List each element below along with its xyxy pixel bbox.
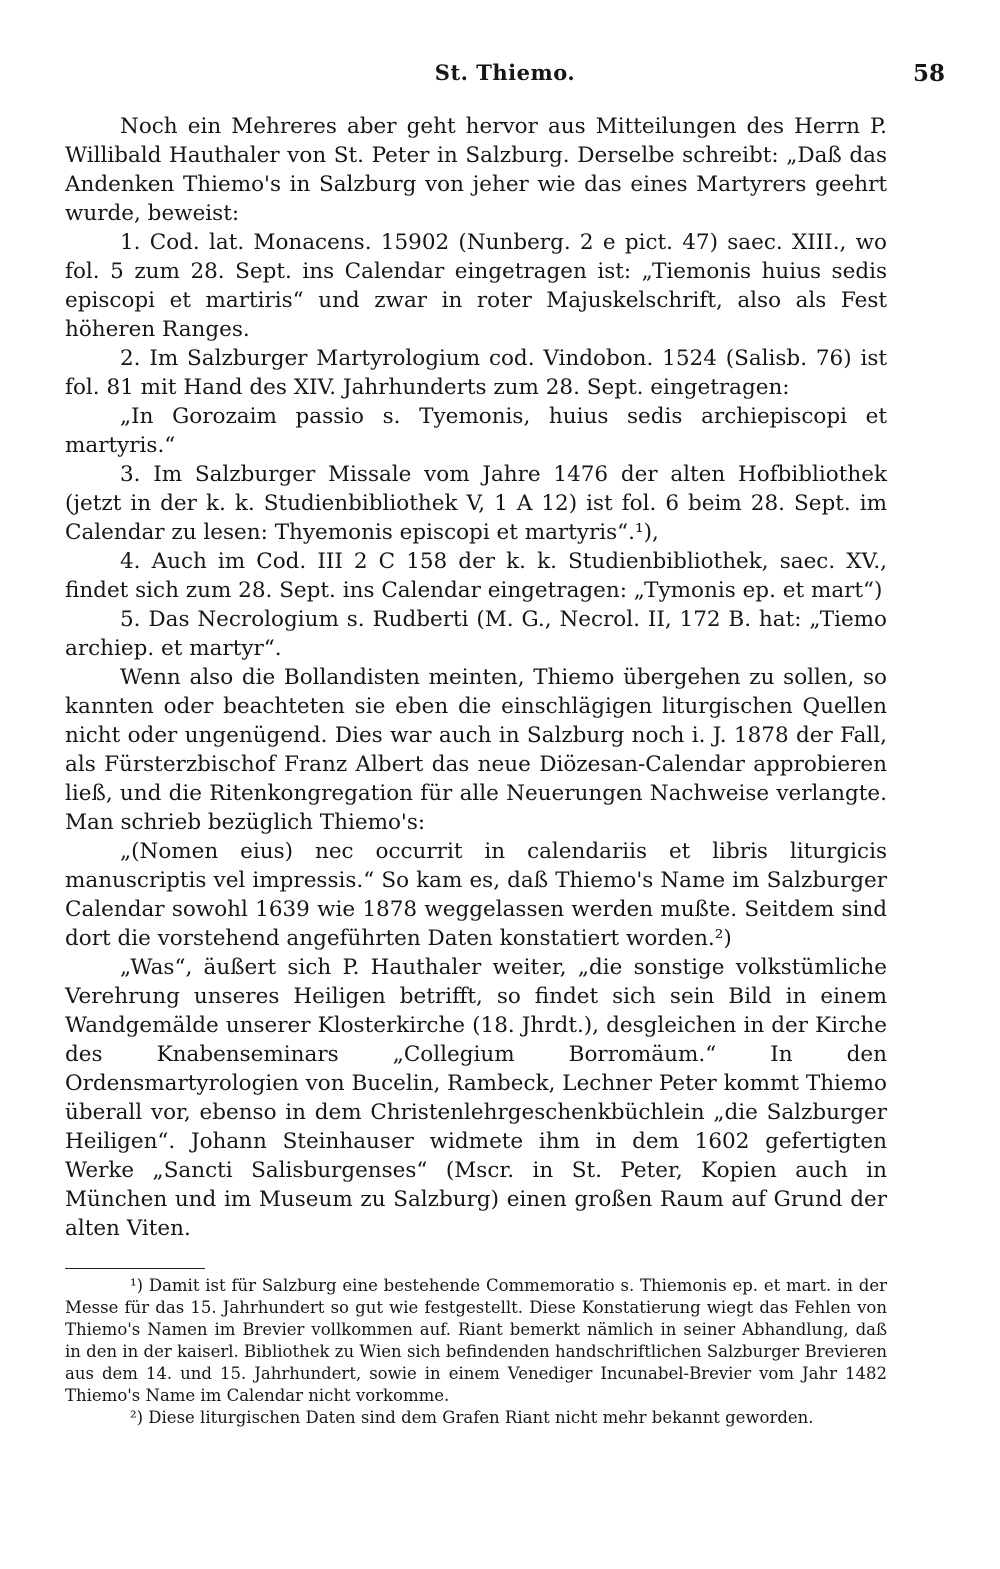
body-text: [65, 112, 887, 1243]
footnote-1: ¹) Damit ist für Salzburg eine bestehende Commemoratio s. Thiemonis ep. et mart. in der Messe für das 15. Jahrhundert so gut wie festgestellt. Diese Konstatierung wiegt das Fehlen von Thiemo's Namen im Brevier vollkommen auf. Riant bemerkt nämlich in seiner Abhandlung, daß in den in der kaiserl. Bibliothek zu Wien sich befindenden handschriftlichen Salzburger Brevieren aus dem 14. und 15. Jahrhundert, sowie in einem Venediger Incunabel-Brevier vom Jahr 1482 Thiemo's Name im Calendar nicht vorkomme.: [65, 1276, 887, 1405]
list-item: 4. Auch im Cod. III 2 C 158 der k. k. Studienbibliothek, saec. XV., findet sich zum 28. Sept. ins Calendar eingetragen: „Tymonis ep. et mart“): [65, 549, 887, 603]
footnotes: [65, 1275, 887, 1429]
list-item: 3. Im Salzburger Missale vom Jahre 1476 der alten Hofbibliothek (jetzt in der k. k. Studienbibliothek V, 1 A 12) ist fol. 6 beim 28. Sept. im Calendar zu lesen: Thyemonis episcopi et martyris“.¹),: [65, 462, 887, 545]
footnote-divider: [65, 1268, 205, 1269]
paragraph: „(Nomen eius) nec occurrit in calendariis et libris liturgicis manuscriptis vel impressis.“ So kam es, daß Thiemo's Name im Salzburger Calendar sowohl 1639 wie 1878 weggelassen werden mußte. Seitdem sind dort die vorstehend angeführten Daten konstatiert worden.²): [65, 839, 887, 951]
page-number: 58: [912, 60, 945, 87]
list-item: 5. Das Necrologium s. Rudberti (M. G., Necrol. II, 172 B. hat: „Tiemo archiep. et martyr“.: [65, 607, 887, 661]
paragraph: Wenn also die Bollandisten meinten, Thiemo übergehen zu sollen, so kannten oder beachteten sie eben die einschlägigen liturgischen Quellen nicht oder ungenügend. Dies war auch in Salzburg noch i. J. 1878 der Fall, als Fürsterzbischof Franz Albert das neue Diözesan-Calendar approbieren ließ, und die Ritenkongregation für alle Neuerungen Nachweise verlangte. Man schrieb bezüglich Thiemo's:: [65, 665, 887, 835]
running-title: St. Thiemo.: [434, 60, 576, 85]
footnote-2: ²) Diese liturgischen Daten sind dem Grafen Riant nicht mehr bekannt geworden.: [130, 1408, 814, 1427]
paragraph: Noch ein Mehreres aber geht hervor aus Mitteilungen des Herrn P. Willibald Hauthaler von St. Peter in Salzburg. Derselbe schreibt: „Daß das Andenken Thiemo's in Salzburg von jeher wie das eines Martyrers geehrt wurde, beweist:: [65, 114, 887, 226]
paragraph: „Was“, äußert sich P. Hauthaler weiter, „die sonstige volkstümliche Verehrung unseres Heiligen betrifft, so findet sich sein Bild in einem Wandgemälde unserer Klosterkirche (18. Jhrdt.), desgleichen in der Kirche des Knabenseminars „Collegium Borromäum.“ In den Ordensmartyrologien von Bucelin, Rambeck, Lechner Peter kommt Thiemo überall vor, ebenso in dem Christenlehrgeschenkbüchlein „die Salzburger Heiligen“. Johann Steinhauser widmete ihm in dem 1602 gefertigten Werke „Sancti Salisburgenses“ (Mscr. in St. Peter, Kopien auch in München und im Museum zu Salzburg) einen großen Raum auf Grund der alten Viten.: [65, 955, 887, 1241]
list-item: 1. Cod. lat. Monacens. 15902 (Nunberg. 2 e pict. 47) saec. XIII., wo fol. 5 zum 28. Sept. ins Calendar eingetragen ist: „Tiemonis huius sedis episcopi et martiris“ und zwar in roter Majuskelschrift, also als Fest höheren Ranges.: [65, 230, 887, 342]
page-header: [65, 60, 945, 100]
quotation: „In Gorozaim passio s. Tyemonis, huius sedis archiepiscopi et martyris.“: [65, 404, 887, 458]
list-item: 2. Im Salzburger Martyrologium cod. Vindobon. 1524 (Salisb. 76) ist fol. 81 mit Hand des XIV. Jahrhunderts zum 28. Sept. eingetragen:: [65, 346, 887, 400]
